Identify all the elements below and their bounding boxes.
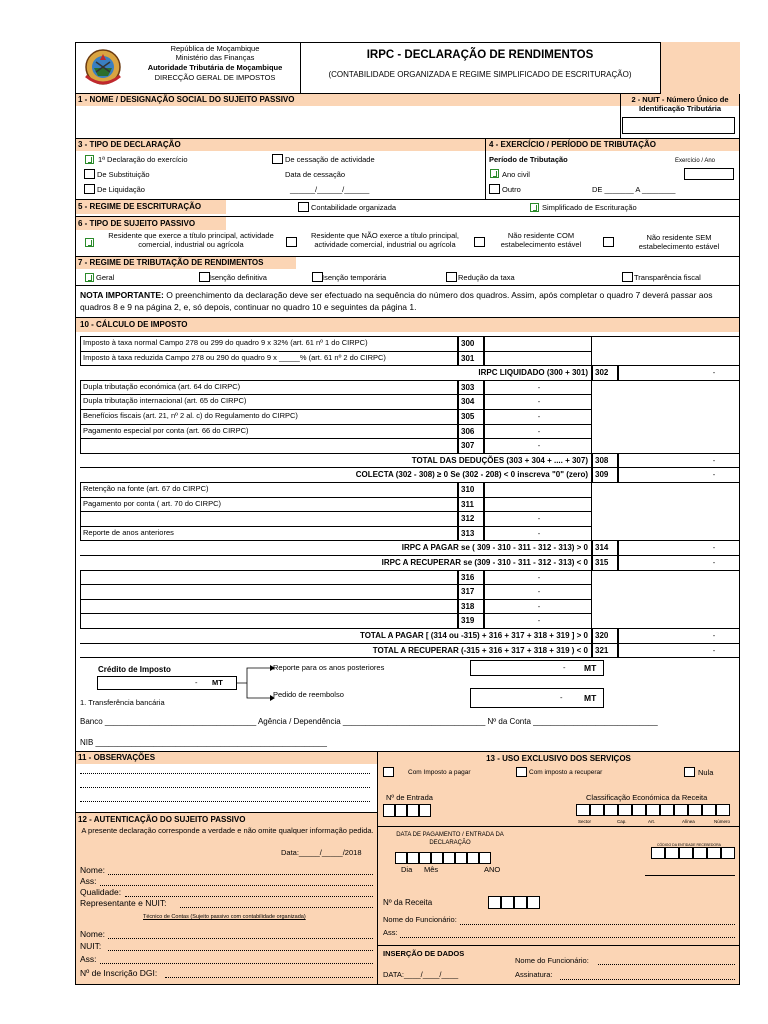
section-5-title: 5 - REGIME DE ESCRITURAÇÃO bbox=[78, 202, 202, 211]
nonresident-without-label: Não residente SEM estabelecimento estável bbox=[638, 233, 720, 251]
calc-total-label: COLECTA (302 - 308) ≥ 0 Se (302 - 208) < 0 inscreva "0" (zero) bbox=[80, 467, 592, 483]
calc-row-value[interactable]: - bbox=[484, 424, 592, 440]
liquidation-checkbox[interactable] bbox=[84, 184, 95, 194]
calc-row-label: Imposto à taxa reduzida Campo 278 ou 290 do quadro 9 x _____% (art. 61 nº 2 do CIRPC) bbox=[80, 351, 458, 367]
republic-label: República de Moçambique bbox=[170, 44, 260, 53]
tax-credit-dash: - bbox=[195, 678, 198, 687]
classification-digit-box[interactable] bbox=[716, 804, 730, 816]
section-10-title: 10 - CÁLCULO DE IMPOSTO bbox=[80, 320, 188, 329]
calc-row-label bbox=[80, 511, 458, 527]
auth-name-label: Nome: bbox=[80, 865, 106, 875]
data-entry-signature-label: Assinatura: bbox=[515, 970, 553, 979]
calc-row-label: Dupla tributação internacional (art. 65 do CIRPC) bbox=[80, 394, 458, 410]
date-digit-box[interactable] bbox=[407, 852, 419, 864]
classification-digit-box[interactable] bbox=[702, 804, 716, 816]
code-digit-box[interactable] bbox=[707, 847, 721, 859]
other-period-label: Outro bbox=[502, 185, 521, 194]
calc-row-label bbox=[80, 570, 458, 586]
date-digit-box[interactable] bbox=[443, 852, 455, 864]
tax-to-recover-checkbox[interactable] bbox=[516, 767, 527, 777]
sector-label: Sector bbox=[578, 819, 592, 824]
direction-label: DIRECÇÃO GERAL DE IMPOSTOS bbox=[154, 73, 276, 82]
carry-forward-label: Reporte para os anos posteriores bbox=[273, 663, 385, 672]
calc-empty-area bbox=[592, 570, 740, 629]
calc-row-code: 312 bbox=[458, 511, 484, 527]
article-label: Art. bbox=[648, 819, 656, 824]
calc-total-label: IRPC A PAGAR se ( 309 - 310 - 311 - 312 - 313) > 0 bbox=[80, 540, 592, 556]
fiscal-transparency-checkbox[interactable] bbox=[622, 272, 633, 282]
calc-total-code: 309 bbox=[592, 467, 618, 483]
substitution-checkbox[interactable] bbox=[84, 169, 95, 179]
revenue-classification-label: Classificação Económica da Receita bbox=[586, 793, 708, 802]
accountant-name-label: Nome: bbox=[80, 929, 106, 939]
calc-total-value[interactable]: - bbox=[618, 365, 740, 381]
simplified-bookkeeping-checkbox[interactable] bbox=[530, 203, 539, 212]
code-digit-box[interactable] bbox=[721, 847, 735, 859]
calc-row-value[interactable]: - bbox=[484, 599, 592, 615]
code-digit-box[interactable] bbox=[665, 847, 679, 859]
number-label: Número bbox=[714, 819, 731, 824]
bank-transfer-label: 1. Transferência bancária bbox=[80, 698, 165, 707]
calc-row-code: 317 bbox=[458, 584, 484, 600]
calc-row-code: 310 bbox=[458, 482, 484, 498]
auth-signature-label: Ass: bbox=[80, 876, 97, 886]
receipt-number-label: Nº da Receita bbox=[383, 898, 433, 907]
subparagraph-label: Alínea bbox=[682, 819, 695, 824]
name-input[interactable] bbox=[78, 108, 618, 136]
calc-empty-area bbox=[592, 482, 740, 541]
calc-row-code: 307 bbox=[458, 438, 484, 454]
classification-digit-box[interactable] bbox=[660, 804, 674, 816]
civil-year-checkbox[interactable] bbox=[490, 169, 499, 178]
entry-digit-box[interactable] bbox=[383, 804, 395, 817]
rate-reduction-checkbox[interactable] bbox=[446, 272, 457, 282]
receipt-digit-box[interactable] bbox=[488, 896, 501, 909]
rate-reduction-label: Redução da taxa bbox=[458, 273, 515, 282]
credit-branch-arrows-icon bbox=[237, 664, 277, 704]
note-text: O preenchimento da declaração deve ser efectuado na sequência do número dos quadros. Assim, após completar o quadro 7 deverá passar aos quadros 8 e 9 na página 2, e, só depois, continuar no quadro 10 e seguintes da página 1. bbox=[80, 290, 713, 312]
calc-total-label: TOTAL A RECUPERAR (-315 + 316 + 317 + 318 + 319 ) < 0 bbox=[80, 643, 592, 659]
nonresident-with-checkbox[interactable] bbox=[474, 237, 485, 247]
receiving-entity-code-label: CÓDIGO DA ENTIDADE RECEBEDORA bbox=[657, 843, 721, 847]
calc-total-code: 308 bbox=[592, 453, 618, 469]
calc-empty-area bbox=[592, 380, 740, 454]
clerk-signature-label: Ass: bbox=[383, 928, 398, 937]
calc-row-code: 318 bbox=[458, 599, 484, 615]
calc-row-label: Benefícios fiscais (art. 21, nº 2 al. c) do Regulamento do CIRPC) bbox=[80, 409, 458, 425]
calc-row-value[interactable] bbox=[484, 497, 592, 513]
civil-year-label: Ano civil bbox=[502, 170, 530, 179]
calc-row-code: 316 bbox=[458, 570, 484, 586]
refund-dash: - bbox=[560, 693, 563, 702]
calc-row-value[interactable]: - bbox=[484, 526, 592, 542]
nonresident-with-label: Não residente COM estabelecimento estável bbox=[500, 231, 582, 249]
section-13-title: 13 - USO EXCLUSIVO DOS SERVIÇOS bbox=[486, 754, 631, 763]
bank-details-line[interactable]: Banco __________________________________ Agência / Dependência ________________________________ Nº da Conta ____________________________ bbox=[80, 717, 658, 726]
section-6-title: 6 - TIPO DE SUJEITO PASSIVO bbox=[78, 219, 196, 228]
refund-mt: MT bbox=[584, 693, 597, 703]
section-12-title: 12 - AUTENTICAÇÃO DO SUJEITO PASSIVO bbox=[78, 815, 246, 824]
calc-row-label: Pagamento por conta ( art. 70 do CIRPC) bbox=[80, 497, 458, 513]
calc-row-code: 303 bbox=[458, 380, 484, 396]
calc-row-value[interactable]: - bbox=[484, 380, 592, 396]
classification-digit-box[interactable] bbox=[618, 804, 632, 816]
date-digit-box[interactable] bbox=[455, 852, 467, 864]
calc-row-label bbox=[80, 613, 458, 629]
classification-digit-box[interactable] bbox=[674, 804, 688, 816]
simplified-bookkeeping-label: Simplificado de Escrituração bbox=[542, 203, 637, 212]
calc-row-code: 304 bbox=[458, 394, 484, 410]
data-entry-label: INSERÇÃO DE DADOS bbox=[383, 949, 465, 958]
section-4-title: 4 - EXERCÍCIO / PERÍODO DE TRIBUTAÇÃO bbox=[489, 140, 656, 149]
auth-date[interactable]: Data:_____/_____/2018 bbox=[281, 848, 362, 857]
null-label: Nula bbox=[698, 768, 714, 777]
section-1-title: 1 - NOME / DESIGNAÇÃO SOCIAL DO SUJEITO PASSIVO bbox=[78, 95, 295, 104]
payment-date-label: DATA DE PAGAMENTO / ENTRADA DA DECLARAÇÃO bbox=[396, 832, 504, 846]
calc-total-code: 320 bbox=[592, 628, 618, 644]
date-digit-box[interactable] bbox=[467, 852, 479, 864]
period-range-field[interactable]: DE _______ A ________ bbox=[592, 185, 676, 194]
form-subtitle: (CONTABILIDADE ORGANIZADA E REGIME SIMPLIFICADO DE ESCRITURAÇÃO) bbox=[328, 70, 632, 79]
code-digit-box[interactable] bbox=[651, 847, 665, 859]
substitution-label: De Substituição bbox=[97, 170, 150, 179]
liquidation-label: De Liquidação bbox=[97, 185, 145, 194]
entry-digit-box[interactable] bbox=[407, 804, 419, 817]
calc-row-label bbox=[80, 599, 458, 615]
accountant-nuit-label: NUIT: bbox=[80, 941, 102, 951]
temporary-exemption-label: Isenção temporária bbox=[322, 273, 387, 282]
calc-total-value[interactable]: - bbox=[618, 628, 740, 644]
entry-digit-box[interactable] bbox=[419, 804, 431, 817]
calc-total-value[interactable]: - bbox=[618, 540, 740, 556]
first-declaration-label: 1ª Declaração do exercício bbox=[98, 155, 188, 164]
code-digit-box[interactable] bbox=[679, 847, 693, 859]
classification-digit-box[interactable] bbox=[632, 804, 646, 816]
form-id-box bbox=[660, 42, 740, 94]
declaration-statement: A presente declaração corresponde a verdade e não omite qualquer informação pedida. bbox=[81, 826, 374, 835]
calc-row-value[interactable]: - bbox=[484, 438, 592, 454]
calc-row-value[interactable]: - bbox=[484, 511, 592, 527]
header bbox=[75, 42, 740, 94]
calc-total-value[interactable]: - bbox=[618, 467, 740, 483]
classification-digit-box[interactable] bbox=[576, 804, 590, 816]
organized-accounting-label: Contabilidade organizada bbox=[311, 203, 397, 212]
classification-digit-box[interactable] bbox=[604, 804, 618, 816]
calc-row-label bbox=[80, 584, 458, 600]
fiscal-year-input[interactable] bbox=[684, 168, 734, 180]
calc-row-value[interactable]: - bbox=[484, 584, 592, 600]
auth-representative-label: Representante e NUIT: bbox=[80, 898, 167, 908]
organized-accounting-checkbox[interactable] bbox=[298, 202, 309, 212]
dgi-registration-label: Nº de Inscrição DGI: bbox=[80, 968, 158, 978]
calc-row-code: 300 bbox=[458, 336, 484, 352]
nib-line[interactable]: NIB ____________________________________________________ bbox=[80, 738, 327, 747]
nuit-input[interactable] bbox=[622, 117, 735, 134]
entry-number-label: Nº de Entrada bbox=[386, 793, 433, 802]
calc-row-label: Pagamento especial por conta (art. 66 do CIRPC) bbox=[80, 424, 458, 440]
note-label: NOTA IMPORTANTE: bbox=[80, 290, 164, 300]
calc-total-label: TOTAL DAS DEDUÇÕES (303 + 304 + .... + 307) bbox=[80, 453, 592, 469]
receipt-digit-box[interactable] bbox=[501, 896, 514, 909]
regime-general-checkbox[interactable] bbox=[85, 273, 94, 282]
tax-credit-label: Crédito de Imposto bbox=[98, 665, 171, 674]
form-title: IRPC - DECLARAÇÃO DE RENDIMENTOS bbox=[366, 49, 594, 61]
calc-total-value[interactable]: - bbox=[618, 453, 740, 469]
accountant-note: Técnico de Contas (Sujeito passivo com contabilidade organizada) bbox=[143, 914, 306, 920]
null-checkbox[interactable] bbox=[684, 767, 695, 777]
important-note bbox=[80, 289, 735, 313]
calc-row-label: Retenção na fonte (art. 67 do CIRPC) bbox=[80, 482, 458, 498]
code-digit-box[interactable] bbox=[693, 847, 707, 859]
coat-of-arms-logo bbox=[80, 46, 126, 90]
ministry-label: Ministério das Finanças bbox=[175, 53, 255, 62]
entry-digit-box[interactable] bbox=[395, 804, 407, 817]
calc-row-label: Reporte de anos anteriores bbox=[80, 526, 458, 542]
tax-credit-mt: MT bbox=[212, 678, 223, 687]
accountant-signature-label: Ass: bbox=[80, 954, 97, 964]
data-entry-date[interactable]: DATA:____/____/____ bbox=[383, 970, 459, 979]
section-11-title: 11 - OBSERVAÇÕES bbox=[78, 753, 156, 762]
cessation-date-label: Data de cessação bbox=[285, 170, 346, 179]
calc-total-code: 302 bbox=[592, 365, 618, 381]
calc-empty-area bbox=[592, 336, 740, 366]
calc-row-code: 305 bbox=[458, 409, 484, 425]
resident-non-principal-checkbox[interactable] bbox=[286, 237, 297, 247]
resident-principal-label: Residente que exerce a título principal, actividade comercial, industrial ou agrícola bbox=[108, 231, 274, 249]
tax-to-recover-label: Com imposto a recuperar bbox=[529, 769, 603, 776]
calc-total-label: IRPC LIQUIDADO (300 + 301) bbox=[80, 365, 592, 381]
calc-row-code: 306 bbox=[458, 424, 484, 440]
calc-row-label: Dupla tributação económica (art. 64 do CIRPC) bbox=[80, 380, 458, 396]
data-entry-clerk-label: Nome do Funcionário: bbox=[515, 956, 589, 965]
receipt-digit-box[interactable] bbox=[527, 896, 540, 909]
resident-non-principal-label: Residente que NÃO exerce a título principal, actividade comercial, industrial ou agrícola bbox=[311, 231, 459, 249]
tax-to-pay-label: Com Imposto a pagar bbox=[408, 769, 471, 776]
calc-row-label bbox=[80, 438, 458, 454]
month-label: Mês bbox=[424, 865, 439, 874]
nonresident-without-checkbox[interactable] bbox=[603, 237, 614, 247]
date-digit-box[interactable] bbox=[479, 852, 491, 864]
calc-row-code: 313 bbox=[458, 526, 484, 542]
calc-total-code: 315 bbox=[592, 555, 618, 571]
fiscal-transparency-label: Transparência fiscal bbox=[634, 273, 701, 282]
calc-row-value[interactable]: - bbox=[484, 613, 592, 629]
calc-total-code: 314 bbox=[592, 540, 618, 556]
year-label: ANO bbox=[484, 865, 501, 874]
auth-quality-label: Qualidade: bbox=[80, 887, 122, 897]
day-label: Dia bbox=[401, 865, 413, 874]
chapter-label: Cap. bbox=[617, 819, 627, 824]
calc-total-value[interactable]: - bbox=[618, 555, 740, 571]
cessation-checkbox[interactable] bbox=[272, 154, 283, 164]
date-digit-box[interactable] bbox=[431, 852, 443, 864]
classification-digit-box[interactable] bbox=[688, 804, 702, 816]
date-digit-box[interactable] bbox=[419, 852, 431, 864]
tax-to-pay-checkbox[interactable] bbox=[383, 767, 394, 777]
calc-row-value[interactable] bbox=[484, 336, 592, 352]
receipt-digit-box[interactable] bbox=[514, 896, 527, 909]
tax-period-label: Período de Tributação bbox=[489, 155, 568, 164]
calc-row-code: 311 bbox=[458, 497, 484, 513]
calc-row-code: 301 bbox=[458, 351, 484, 367]
definitive-exemption-label: Isenção definitiva bbox=[209, 273, 267, 282]
calc-row-value[interactable]: - bbox=[484, 570, 592, 586]
calc-total-code: 321 bbox=[592, 643, 618, 659]
first-declaration-checkbox[interactable] bbox=[85, 155, 94, 164]
authority-label: Autoridade Tributária de Moçambique bbox=[147, 63, 283, 72]
calc-row-value[interactable] bbox=[484, 482, 592, 498]
cessation-label: De cessação de actividade bbox=[285, 155, 375, 164]
section-7-title: 7 - REGIME DE TRIBUTAÇÃO DE RENDIMENTOS bbox=[78, 258, 264, 267]
calc-row-code: 319 bbox=[458, 613, 484, 629]
classification-digit-box[interactable] bbox=[646, 804, 660, 816]
refund-request-label: Pedido de reembolso bbox=[273, 690, 344, 699]
regime-general-label: Geral bbox=[96, 273, 115, 282]
calc-row-label: Imposto à taxa normal Campo 278 ou 299 do quadro 9 x 32% (art. 61 nº 1 do CIRPC) bbox=[80, 336, 458, 352]
calc-total-value[interactable]: - bbox=[618, 643, 740, 659]
resident-principal-checkbox[interactable] bbox=[85, 238, 94, 247]
fiscal-year-label: Exercício / Ano bbox=[675, 158, 716, 164]
nuit-label: 2 - NUIT - Número Único de Identificação Tributária bbox=[631, 95, 729, 113]
other-period-checkbox[interactable] bbox=[489, 184, 500, 194]
calc-total-label: TOTAL A PAGAR [ (314 ou -315) + 316 + 317 + 318 + 319 ] > 0 bbox=[80, 628, 592, 644]
calc-row-value[interactable]: - bbox=[484, 409, 592, 425]
section-3-title: 3 - TIPO DE DECLARAÇÃO bbox=[78, 140, 181, 149]
classification-digit-box[interactable] bbox=[590, 804, 604, 816]
carry-forward-dash: - bbox=[563, 663, 566, 672]
calc-row-value[interactable] bbox=[484, 351, 592, 367]
calc-total-label: IRPC A RECUPERAR se (309 - 310 - 311 - 312 - 313) < 0 bbox=[80, 555, 592, 571]
clerk-name-label: Nome do Funcionário: bbox=[383, 915, 457, 924]
cessation-date-field[interactable]: ______/______/______ bbox=[290, 185, 370, 194]
date-digit-box[interactable] bbox=[395, 852, 407, 864]
calc-row-value[interactable]: - bbox=[484, 394, 592, 410]
carry-forward-mt: MT bbox=[584, 663, 597, 673]
